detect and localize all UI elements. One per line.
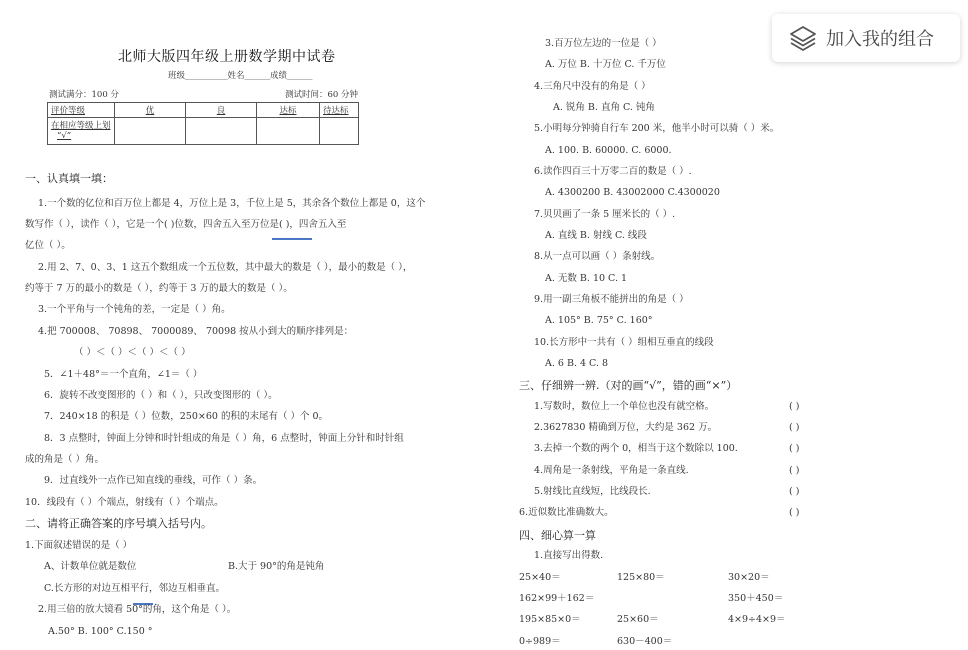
s2-right-line-8: A. 4300200 B. 43002000 C.4300020 — [545, 187, 720, 198]
section4-title: 四、细心算一算 — [519, 529, 596, 542]
grade-header-good: 良 — [186, 103, 257, 118]
grade-cell-good — [186, 118, 257, 145]
s3-bracket-1: ( ) — [789, 401, 800, 412]
student-info-line: 班级__________姓名______成绩______ — [168, 71, 313, 81]
grade-header-excellent: 优 — [115, 103, 186, 118]
grade-row-label — [48, 118, 115, 145]
s2-right-line-15: 10.长方形中一共有（ ）组相互垂直的线段 — [534, 337, 714, 348]
text-highlight-mark — [272, 238, 312, 240]
full-score: 测试满分：100 分 — [49, 90, 119, 100]
s1-line-3: 亿位（ ）。 — [25, 240, 71, 251]
calc-4-1: 0÷989＝ — [519, 636, 561, 647]
calc-3-3: 4×9÷4×9＝ — [728, 614, 786, 625]
s3-item-1: 1.写数时，数位上一个单位也没有就空格。 — [534, 401, 715, 412]
s1-line-1: 1.一个数的亿位和百万位上都是 4，万位上是 3，千位上是 5，其余各个数位上都是 0，这个 — [38, 198, 426, 209]
s1-line-14: 9．过直线外一点作已知直线的垂线，可作（ ）条。 — [44, 475, 263, 486]
s2-right-line-11: 8.从一点可以画（ ）条射线。 — [534, 251, 661, 262]
s1-line-13: 成的角是（ ）角。 — [25, 454, 105, 465]
s2-right-line-2: A. 万位 B. 十万位 C. 千万位 — [545, 59, 666, 70]
section3-title: 三、仔细辨一辨.（对的画“√”，错的画“×”） — [519, 379, 738, 392]
grade-cell-pending — [320, 118, 359, 145]
s2-q2: 2.用三倍的放大镜看 50°的角，这个角是（ ）。 — [38, 604, 237, 615]
s2-right-line-16: A. 6 B. 4 C. 8 — [545, 358, 609, 369]
s2-right-line-7: 6.读作四百三十万零二百的数是（ ）. — [534, 166, 692, 177]
grade-header-pending: 待达标 — [320, 103, 359, 118]
s3-bracket-6: ( ) — [789, 507, 800, 518]
grade-header-pass: 达标 — [257, 103, 320, 118]
s4-subtitle: 1.直接写出得数. — [534, 550, 604, 561]
s3-item-6: 6.近似数比准确数大。 — [519, 507, 614, 518]
calc-2-1: 162×99＋162＝ — [519, 593, 595, 604]
s2-q1-option-b: B.大于 90°的角是钝角 — [228, 561, 325, 572]
grade-cell-pass — [257, 118, 320, 145]
s1-line-10: 6．旋转不改变图形的（ ）和（ ），只改变图形的（ ）。 — [44, 390, 278, 401]
s3-bracket-2: ( ) — [789, 422, 800, 433]
s1-line-9: 5．∠1＋48°＝一个直角，∠1＝（ ） — [44, 369, 203, 380]
s2-right-line-6: A. 100. B. 60000. C. 6000. — [545, 145, 672, 156]
calc-3-1: 195×85×0＝ — [519, 614, 581, 625]
grade-cell-excellent — [115, 118, 186, 145]
s1-line-8: （ ）＜（ ）＜（ ）＜（ ） — [74, 347, 191, 358]
s2-right-line-10: A. 直线 B. 射线 C. 线段 — [545, 230, 647, 241]
s2-q2-options: A.50° B. 100° C.150 ° — [48, 626, 153, 637]
s1-line-5: 约等于 7 万的最小的数是（ ），约等于 3 万的最大的数是（ ）。 — [25, 283, 293, 294]
s2-right-line-9: 7.贝贝画了一条 5 厘米长的（ ）. — [534, 209, 676, 220]
s1-line-12: 8．3 点整时，钟面上分钟和时针组成的角是（ ）角，6 点整时，钟面上分针和时针组 — [44, 433, 404, 444]
test-time: 测试时间：60 分钟 — [285, 90, 359, 100]
s2-right-line-13: 9.用一副三角板不能拼出的角是（ ） — [534, 294, 689, 305]
s1-line-7: 4.把 700008、 70898、 7000089、 70098 按从小到大的顺序排列是： — [38, 326, 354, 337]
s1-line-6: 3.一个平角与一个钝角的差，一定是（ ）角。 — [38, 304, 231, 315]
calc-1-2: 125×80＝ — [617, 572, 665, 583]
grade-row-label-1: 在相应等级上划 — [51, 121, 111, 131]
s2-right-line-14: A. 105° B. 75° C. 160° — [545, 315, 653, 326]
s1-line-11: 7．240×18 的积是（ ）位数，250×60 的积的末尾有（ ）个 0。 — [44, 411, 329, 422]
s3-bracket-4: ( ) — [789, 465, 800, 476]
s3-item-4: 4.周角是一条射线，平角是一条直线. — [534, 465, 689, 476]
grade-header-level: 评价等级 — [48, 103, 115, 118]
calc-1-3: 30×20＝ — [728, 572, 770, 583]
s2-right-line-5: 5.小明每分钟骑自行车 200 米，他半小时可以骑（ ）米。 — [534, 123, 780, 134]
s2-right-line-3: 4.三角尺中没有的角是（ ） — [534, 81, 651, 92]
page-title: 北师大版四年级上册数学期中试卷 — [118, 49, 336, 65]
add-to-collection-label: 加入我的组合 — [826, 29, 934, 50]
s1-line-15: 10．线段有（ ）个端点，射线有（ ）个端点。 — [25, 497, 224, 508]
s3-bracket-5: ( ) — [789, 486, 800, 497]
s1-line-2: 数写作（ ），读作（ ），它是一个( )位数，四舍五入至万位是( )，四舍五入至 — [25, 219, 347, 230]
layers-icon — [788, 24, 818, 52]
calc-2-3: 350＋450＝ — [728, 593, 784, 604]
grade-table — [47, 102, 359, 145]
s2-q1-option-a: A、计数单位就是数位 — [44, 561, 137, 572]
s3-item-3: 3.去掉一个数的两个 0，相当于这个数除以 100. — [534, 443, 738, 454]
s2-right-line-1: 3.百万位左边的一位是（ ） — [545, 38, 662, 49]
s2-right-line-12: A. 无数 B. 10 C. 1 — [545, 273, 628, 284]
s3-bracket-3: ( ) — [789, 443, 800, 454]
s3-item-2: 2.3627830 精确到万位，大约是 362 万。 — [534, 422, 718, 433]
s1-line-4: 2.用 2、7、0、3、1 这五个数组成一个五位数，其中最大的数是（ ），最小的数是（ ）， — [38, 262, 413, 273]
s2-right-line-4: A. 锐角 B. 直角 C. 钝角 — [553, 102, 655, 113]
grade-row-label-2: “√” — [57, 131, 72, 141]
calc-4-2: 630－400＝ — [617, 636, 673, 647]
s3-item-5: 5.射线比直线短，比线段长. — [534, 486, 651, 497]
section2-title: 二、请将正确答案的序号填入括号内。 — [25, 517, 212, 530]
add-to-collection-button[interactable] — [772, 14, 960, 62]
calc-1-1: 25×40＝ — [519, 572, 561, 583]
s2-q1: 1.下面叙述错误的是（ ） — [25, 540, 133, 551]
calc-3-2: 25×60＝ — [617, 614, 659, 625]
section1-title: 一、认真填一填： — [25, 172, 113, 185]
s2-q1-option-c: C.长方形的对边互相平行，邻边互相垂直。 — [44, 583, 225, 594]
